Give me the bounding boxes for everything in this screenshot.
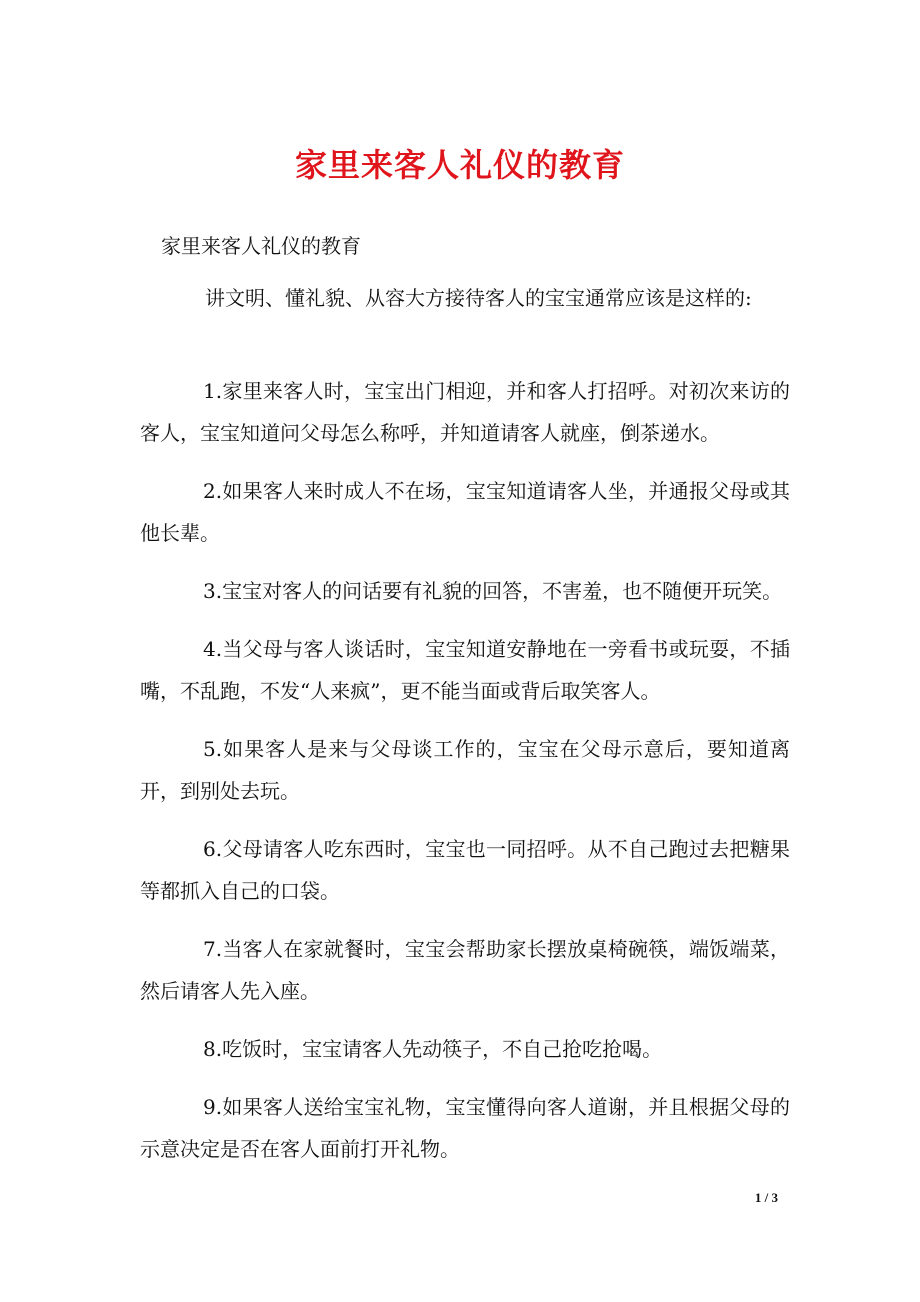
paragraph-3: 3.宝宝对客人的问话要有礼貌的回答，不害羞，也不随便开玩笑。	[203, 579, 783, 603]
paragraph-8: 8.吃饭时，宝宝请客人先动筷子，不自己抢吃抢喝。	[203, 1037, 663, 1061]
document-title: 家里来客人礼仪的教育	[294, 146, 625, 184]
paragraph-7: 7.当客人在家就餐时，宝宝会帮助家长摆放桌椅碗筷，端饭端菜，然后请客人先入座。	[140, 937, 790, 1003]
paragraph-6: 6.父母请客人吃东西时，宝宝也一同招呼。从不自己跑过去把糖果等都抓入自己的口袋。	[140, 837, 790, 903]
paragraph-5: 5.如果客人是来与父母谈工作的，宝宝在父母示意后，要知道离开，到别处去玩。	[140, 737, 790, 803]
paragraph-1: 1.家里来客人时，宝宝出门相迎，并和客人打招呼。对初次来访的客人，宝宝知道问父母怎么称呼，并知道请客人就座，倒茶递水。	[140, 379, 790, 445]
document-subtitle: 家里来客人礼仪的教育	[161, 234, 361, 258]
document-body	[140, 370, 790, 1186]
page-number: 1 / 3	[754, 1190, 778, 1205]
intro-paragraph: 讲文明、懂礼貌、从容大方接待客人的宝宝通常应该是这样的:	[205, 286, 752, 310]
paragraph-9: 9.如果客人送给宝宝礼物，宝宝懂得向客人道谢，并且根据父母的示意决定是否在客人面前打开礼物。	[140, 1095, 790, 1161]
paragraph-2: 2.如果客人来时成人不在场，宝宝知道请客人坐，并通报父母或其他长辈。	[140, 479, 790, 545]
paragraph-4: 4.当父母与客人谈话时，宝宝知道安静地在一旁看书或玩耍，不插嘴，不乱跑，不发“人来疯”，更不能当面或背后取笑客人。	[140, 637, 790, 703]
